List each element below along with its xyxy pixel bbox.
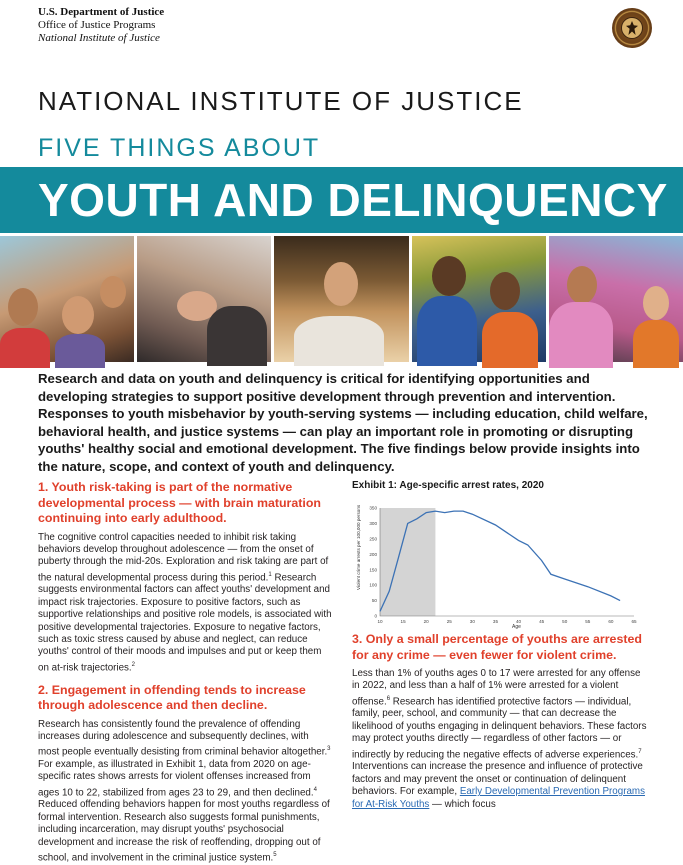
photo-strip	[0, 236, 683, 362]
photo-student-reading	[274, 236, 408, 362]
y-tick-label: 0	[374, 614, 377, 619]
arrest-rate-chart	[352, 494, 650, 644]
y-tick-label: 100	[369, 583, 377, 588]
office-name: Office of Justice Programs	[38, 19, 658, 32]
y-tick-label: 150	[369, 567, 377, 572]
photo-mentor-youth	[412, 236, 546, 362]
institute-name: National Institute of Justice	[38, 32, 658, 45]
x-tick-label: 10	[377, 619, 383, 624]
doj-seal-icon	[612, 8, 652, 48]
y-tick-label: 300	[369, 521, 377, 526]
x-tick-label: 45	[539, 619, 545, 624]
x-axis-label: Age	[512, 624, 521, 630]
y-tick-label: 200	[369, 552, 377, 557]
section3-heading: 3. Only a small percentage of youths are arrested for any crime — even fewer for violent crime.	[352, 632, 650, 663]
section2-body: Research has consistently found the prevalence of offending increases during adolescence and subsequently declines, with most people eventually desisting from criminal behavior altogether.$^3$ For example, as illustrated in Exhibit 1, data from 2020 on age-specific rates shows arrests for violent offenses increased from ages 10 to 22, stabilized from ages 23 to 29, and then declined.$^4$ Reduced offending behaviors happen for most youths regardless of formal intervention. Research also suggests formal punishments, including incarceration, may disrupt youths' psychosocial development and increase the risk of reoffending, dropping out of school, and involvement in the criminal justice system.$^5$	[38, 719, 332, 865]
x-tick-label: 50	[562, 619, 568, 624]
agency-block	[38, 6, 658, 45]
exhibit-title: Exhibit 1: Age-specific arrest rates, 2020	[352, 480, 650, 491]
right-column	[352, 480, 650, 491]
photo-conversation	[137, 236, 271, 362]
page-title: YOUTH AND DELINQUENCY	[38, 175, 668, 225]
department-name: U.S. Department of Justice	[38, 6, 658, 19]
y-tick-label: 250	[369, 536, 377, 541]
masthead: NATIONAL INSTITUTE OF JUSTICE	[38, 86, 524, 117]
title-banner	[0, 167, 683, 233]
x-tick-label: 25	[447, 619, 453, 624]
x-tick-label: 35	[493, 619, 499, 624]
y-axis-label: Violent crime arrests per 100,000 persons	[356, 504, 361, 590]
section3	[352, 632, 650, 811]
section1-heading: 1. Youth risk-taking is part of the normative developmental process — with brain maturation continuing into early adulthood.	[38, 480, 332, 527]
section2-heading: 2. Engagement in offending tends to increase through adolescence and then decline.	[38, 683, 332, 714]
intro-paragraph: Research and data on youth and delinquency is critical for identifying opportunities and developing strategies to support positive development through prevention and intervention. Responses to youth misbehavior by youth-serving systems — including education, child welfare, behavioral health, and justice systems — can play an important role in promoting or disrupting youths' healthy social and emotional development. The five findings below provide insights into the nature, scope, and context of youth and delinquency.	[38, 370, 648, 476]
programs-link[interactable]: Early Developmental Prevention Programs for At-Risk Youths	[352, 786, 645, 809]
photo-teens	[549, 236, 683, 362]
y-tick-label: 50	[372, 598, 378, 603]
x-tick-label: 30	[470, 619, 476, 624]
x-tick-label: 40	[516, 619, 522, 624]
left-column	[38, 480, 332, 865]
agency-header	[38, 6, 658, 56]
section1-body: The cognitive control capacities needed to inhibit risk taking behaviors develop throughout adolescence — from the onset of puberty through the mid-20s. Exploration and risk taking are part of the natural developmental process during this period.$^1$ Research suggests environmental factors can affect youths' development and impact risk trajectories. Exposure to positive factors, such as supportive relationships and positive role models, is associated with positive developmental trajectories. Exposure to negative factors, such as toxic stress caused by abuse and neglect, can reduce youths' control of their moods and impulses and put or keep them on at-risk trajectories.$^2$	[38, 532, 332, 675]
x-tick-label: 60	[608, 619, 614, 624]
x-tick-label: 20	[424, 619, 430, 624]
y-tick-label: 350	[369, 506, 377, 511]
section3-body: Less than 1% of youths ages 0 to 17 were arrested for any offense in 2022, and less than a half of 1% were arrested for a violent offense.$^6$ Research has identified protective factors — individual, family, peer, school, and community — that can decrease the likelihood of youths engaging in delinquent behaviors. These factors may protect youths directly — regardless of other factors — or indirectly by reducing the negative effects of adverse experiences.$^7$ Interventions can increase the presence and influence of protective factors and may prevent the onset or continuation of delinquent behaviors. For example, Early Developmental Prevention Programs for At-Risk Youths — which focus	[352, 668, 650, 811]
photo-youth-group	[0, 236, 134, 362]
kicker: FIVE THINGS ABOUT	[38, 134, 320, 163]
x-tick-label: 15	[401, 619, 407, 624]
x-tick-label: 65	[631, 619, 637, 624]
x-tick-label: 55	[585, 619, 591, 624]
